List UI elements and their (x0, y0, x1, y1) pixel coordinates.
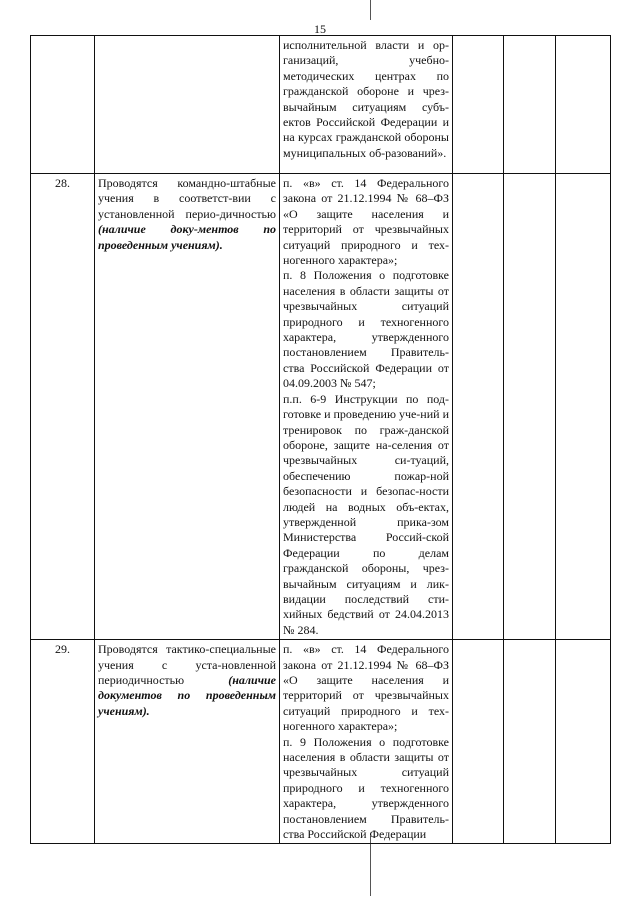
legal-basis-cell (280, 174, 453, 640)
empty-cell-no (504, 174, 556, 640)
empty-cell-na (556, 174, 611, 640)
table-row (31, 36, 611, 174)
empty-cell-yes (453, 36, 504, 174)
requirement-text: Проводятся командно-штабные учения в соответст-вии с установленной перио-дичностью (98, 176, 276, 221)
requirement-cell (95, 36, 280, 174)
legal-paragraph: исполнительной власти и ор-ганизаций, учебно-методических центрах по гражданской обороне и чрез-вычайным ситуациям субъ-ектов Российской Федерации и на курсах гражданской обороны муниципальных об-разований». (283, 38, 449, 160)
scan-artifact-line-bottom (370, 836, 371, 896)
empty-cell-yes (453, 640, 504, 844)
requirement-cell (95, 174, 280, 640)
legal-paragraph: п. 9 Положения о подготовке населения в области защиты от чрезвычайных ситуаций природного и техногенного характера, утвержденного постановлением Правитель-ства Российской Федерации (283, 734, 449, 842)
empty-cell-na (556, 640, 611, 844)
row-number: 28. (31, 174, 95, 640)
legal-paragraph: п. 8 Положения о подготовке населения в области защиты от чрезвычайных ситуаций природного и техногенного характера, утвержденного постановлением Правитель-ства Российской Федерации от 04.09.2003 № 547; (283, 268, 449, 391)
legal-basis-cell (280, 640, 453, 844)
legal-paragraph: п. «в» ст. 14 Федерального закона от 21.12.1994 № 68–ФЗ «О защите населения и территорий от чрезвычайных ситуаций природного и тех-ногенного характера»; (283, 642, 449, 734)
inspection-table (30, 35, 611, 844)
requirement-note: (наличие доку-ментов по проведенным учениям). (98, 222, 276, 252)
table-row (31, 640, 611, 844)
empty-cell-yes (453, 174, 504, 640)
legal-basis-cell (280, 36, 453, 174)
page-number: 15 (314, 22, 326, 36)
empty-cell-no (504, 36, 556, 174)
legal-paragraph: п. «в» ст. 14 Федерального закона от 21.12.1994 № 68–ФЗ «О защите населения и территорий от чрезвычайных ситуаций природного и тех-ногенного характера»; (283, 176, 449, 268)
requirement-note: (наличие документов по проведенным учениям). (98, 673, 276, 718)
empty-cell-na (556, 36, 611, 174)
legal-paragraph: п.п. 6-9 Инструкции по под-готовке и проведению уче-ний и тренировок по граж-данской обороне, защите на-селения от чрезвычайных си-туаций, обеспечению пожар-ной безопасности и безопас-ности людей на водных объ-ектах, утвержденной прика-зом Министерства Россий-ской Федерации по делам гражданской обороны, чрез-вычайным ситуациям и лик-видации последствий сти-хийных бедствий от 24.04.2013 № 284. (283, 391, 449, 637)
row-number (31, 36, 95, 174)
empty-cell-no (504, 640, 556, 844)
table-row (31, 174, 611, 640)
requirement-text: Проводятся тактико-специальные учения с уста-новленной периодичностью (98, 642, 276, 687)
scan-artifact-line-top (370, 0, 371, 20)
row-number: 29. (31, 640, 95, 844)
requirement-cell (95, 640, 280, 844)
